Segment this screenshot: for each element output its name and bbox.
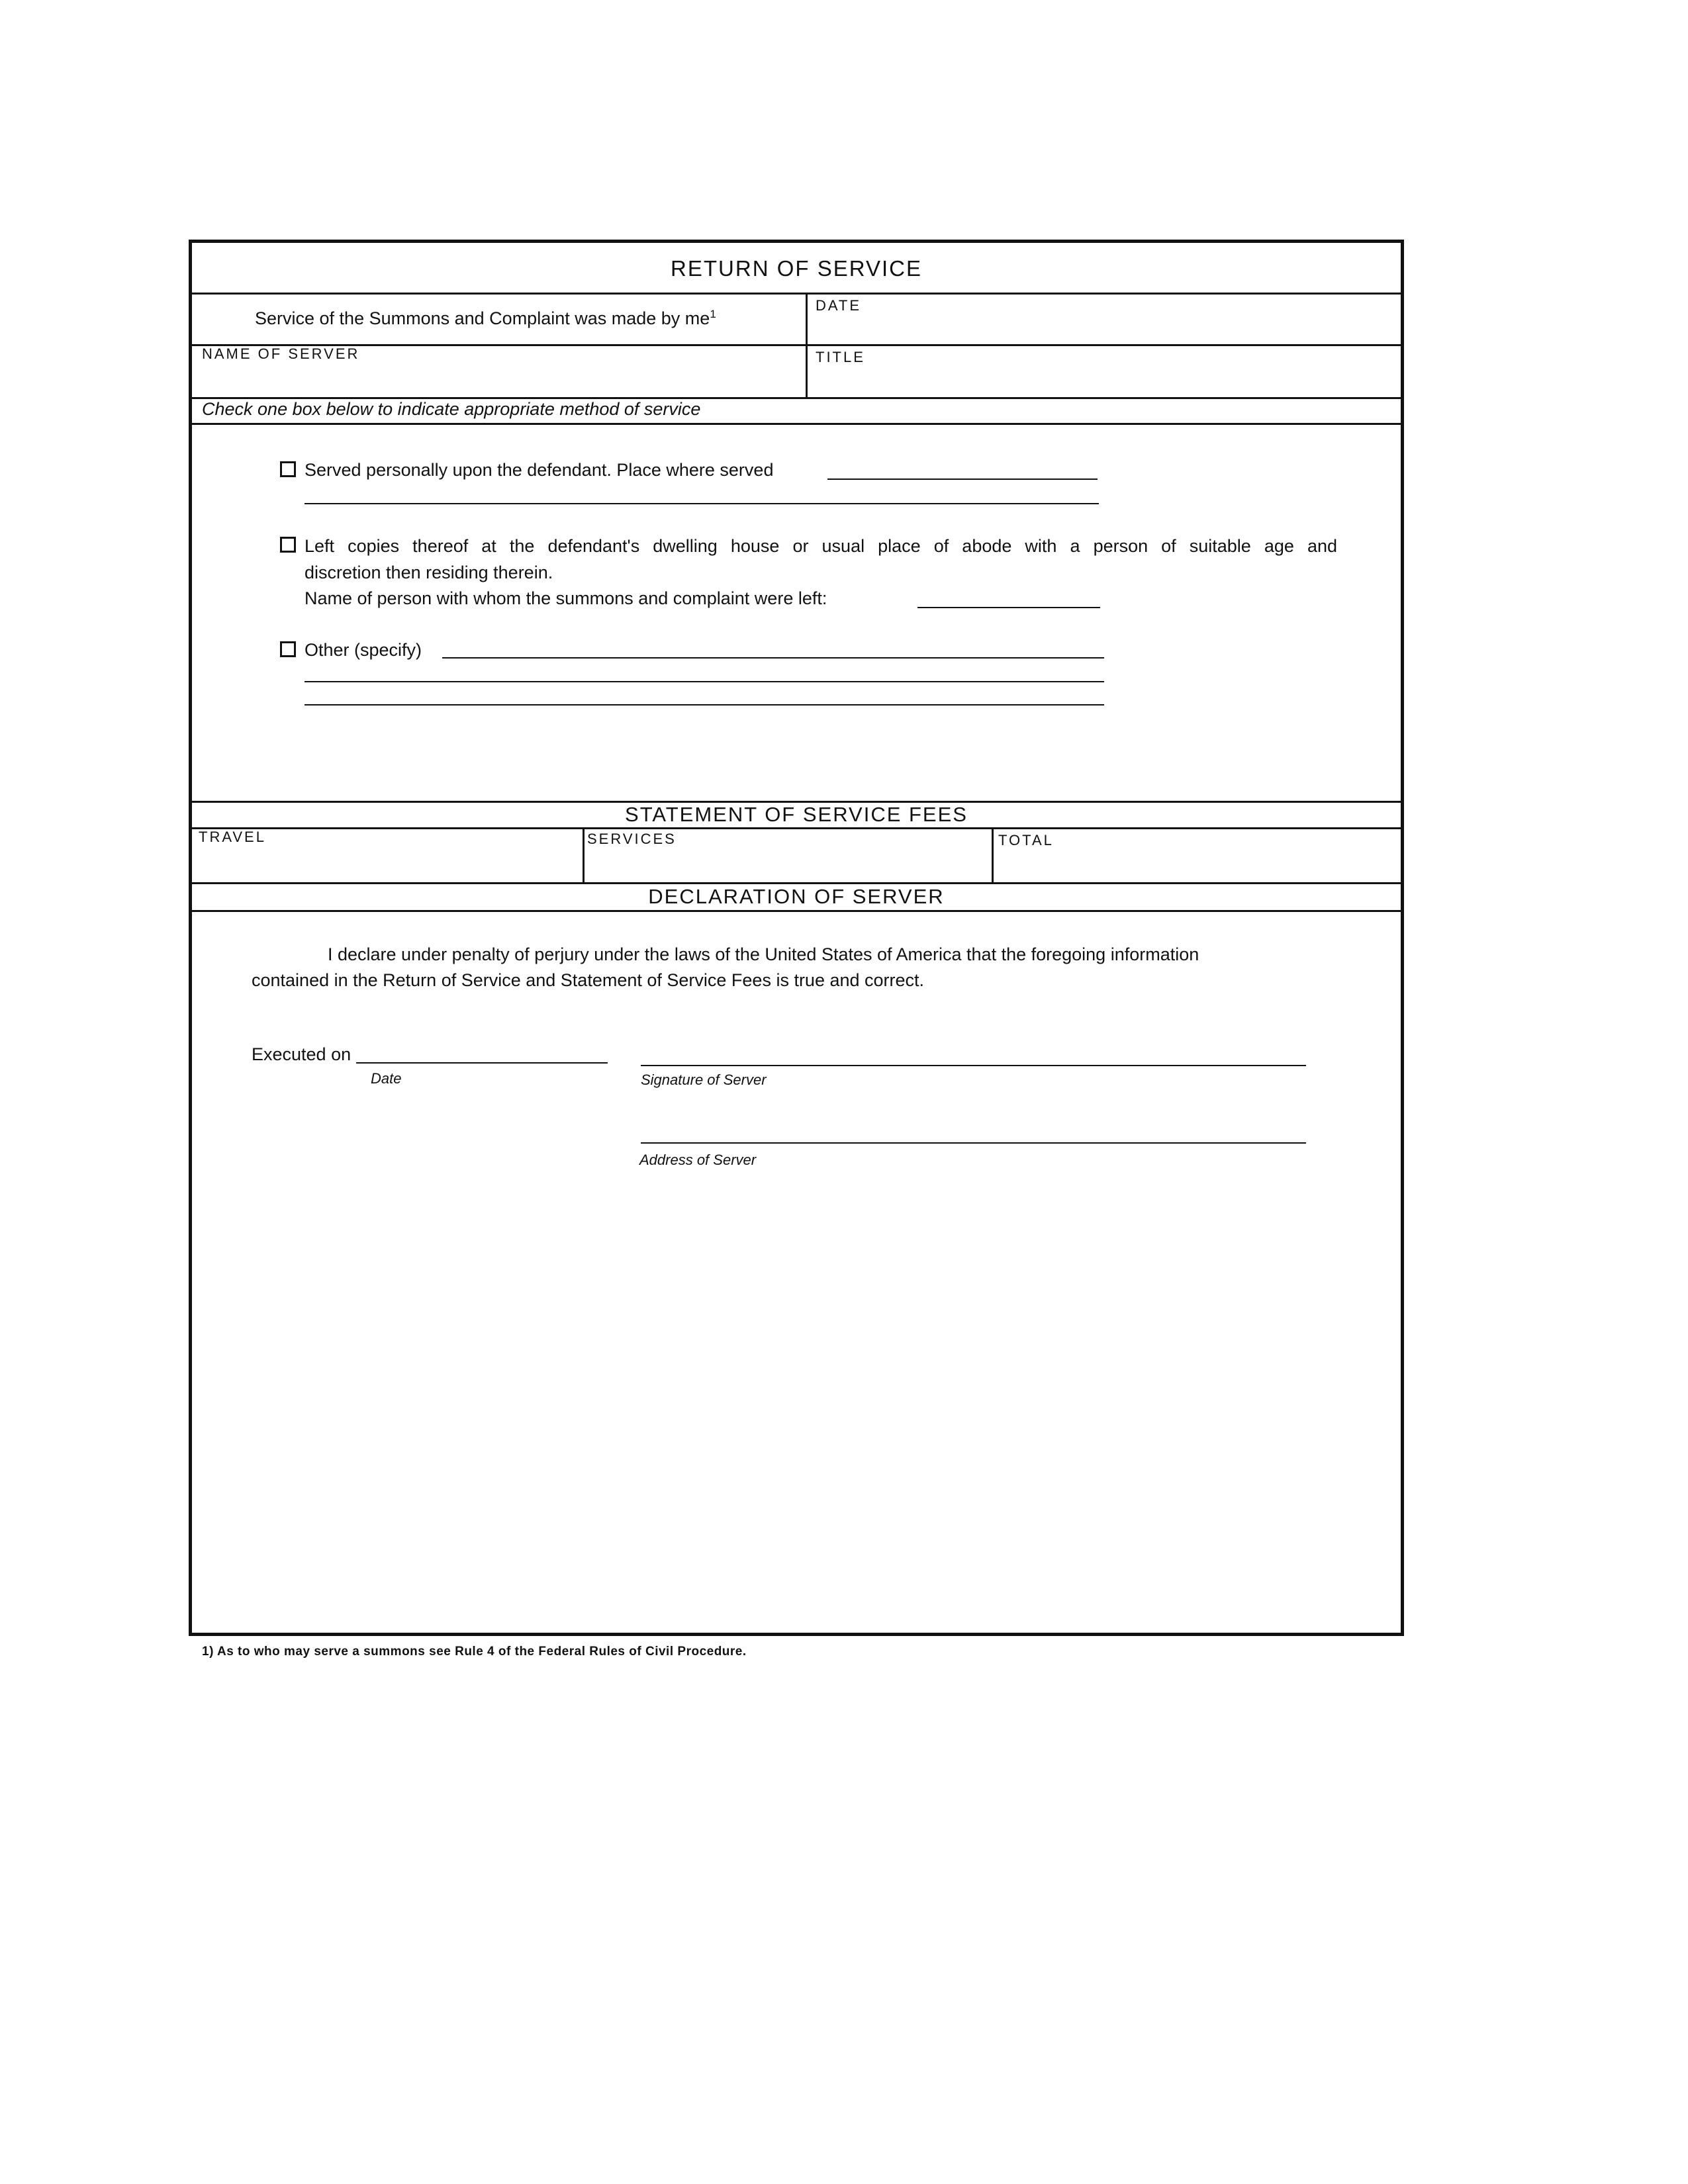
travel-label: TRAVEL bbox=[199, 829, 266, 845]
name-of-server-label: NAME OF SERVER bbox=[202, 345, 360, 362]
address-field[interactable] bbox=[641, 1142, 1306, 1144]
date-label: DATE bbox=[816, 297, 862, 314]
services-label: SERVICES bbox=[587, 831, 677, 847]
services-fee-field[interactable] bbox=[587, 848, 984, 878]
other-specify-field[interactable] bbox=[442, 657, 1104, 659]
other-checkbox[interactable] bbox=[280, 641, 296, 657]
fees-heading: STATEMENT OF SERVICE FEES bbox=[625, 803, 968, 826]
left-copies-line1: Left copies thereof at the defendant's dwelling house or usual place of abode with a person of suitable age and bbox=[305, 536, 1337, 556]
declaration-heading: DECLARATION OF SERVER bbox=[648, 885, 945, 908]
other-specify-field-line3[interactable] bbox=[305, 704, 1104, 705]
served-personally-checkbox[interactable] bbox=[280, 461, 296, 477]
return-of-service-form bbox=[189, 240, 1404, 1636]
service-statement-text: Service of the Summons and Complaint was made by me bbox=[255, 308, 710, 328]
total-fee-field[interactable] bbox=[998, 850, 1395, 880]
executed-date-field[interactable] bbox=[356, 1062, 608, 1064]
service-statement bbox=[255, 308, 716, 329]
executed-on-label: Executed on bbox=[252, 1044, 352, 1064]
declaration-line2: contained in the Return of Service and Statement of Service Fees is true and correct. bbox=[252, 970, 925, 990]
declaration-line1: I declare under penalty of perjury under the laws of the United States of America that the foregoing information bbox=[328, 944, 1199, 964]
date-field[interactable] bbox=[809, 316, 1398, 342]
person-left-with-label: Name of person with whom the summons and complaint were left: bbox=[305, 588, 827, 608]
travel-fee-field[interactable] bbox=[199, 846, 576, 876]
signature-caption: Signature of Server bbox=[641, 1071, 767, 1088]
divider bbox=[192, 910, 1401, 912]
divider bbox=[192, 344, 1401, 346]
total-label: TOTAL bbox=[998, 832, 1054, 848]
other-specify-field-line2[interactable] bbox=[305, 681, 1104, 682]
title-label: TITLE bbox=[816, 349, 865, 365]
name-of-server-field[interactable] bbox=[199, 365, 801, 392]
title-field[interactable] bbox=[809, 367, 1398, 394]
person-left-with-field[interactable] bbox=[917, 607, 1100, 608]
footnote: 1) As to who may serve a summons see Rule 4 of the Federal Rules of Civil Procedure. bbox=[202, 1645, 747, 1659]
place-served-field[interactable] bbox=[827, 478, 1098, 480]
left-copies-checkbox[interactable] bbox=[280, 537, 296, 553]
divider bbox=[192, 293, 1401, 295]
date-caption: Date bbox=[371, 1070, 402, 1087]
form-title: RETURN OF SERVICE bbox=[671, 256, 922, 281]
divider bbox=[192, 827, 1401, 829]
divider bbox=[192, 423, 1401, 425]
address-caption: Address of Server bbox=[639, 1152, 757, 1168]
divider bbox=[192, 882, 1401, 884]
footnote-mark: 1 bbox=[710, 308, 716, 320]
other-label: Other (specify) bbox=[305, 640, 422, 660]
signature-field[interactable] bbox=[641, 1065, 1306, 1066]
served-personally-label: Served personally upon the defendant. Place where served bbox=[305, 460, 774, 480]
method-instruction: Check one box below to indicate appropriate method of service bbox=[202, 399, 701, 419]
left-copies-line2: discretion then residing therein. bbox=[305, 563, 553, 582]
divider bbox=[583, 827, 585, 882]
place-served-field-continued[interactable] bbox=[305, 503, 1099, 504]
divider bbox=[992, 827, 994, 882]
